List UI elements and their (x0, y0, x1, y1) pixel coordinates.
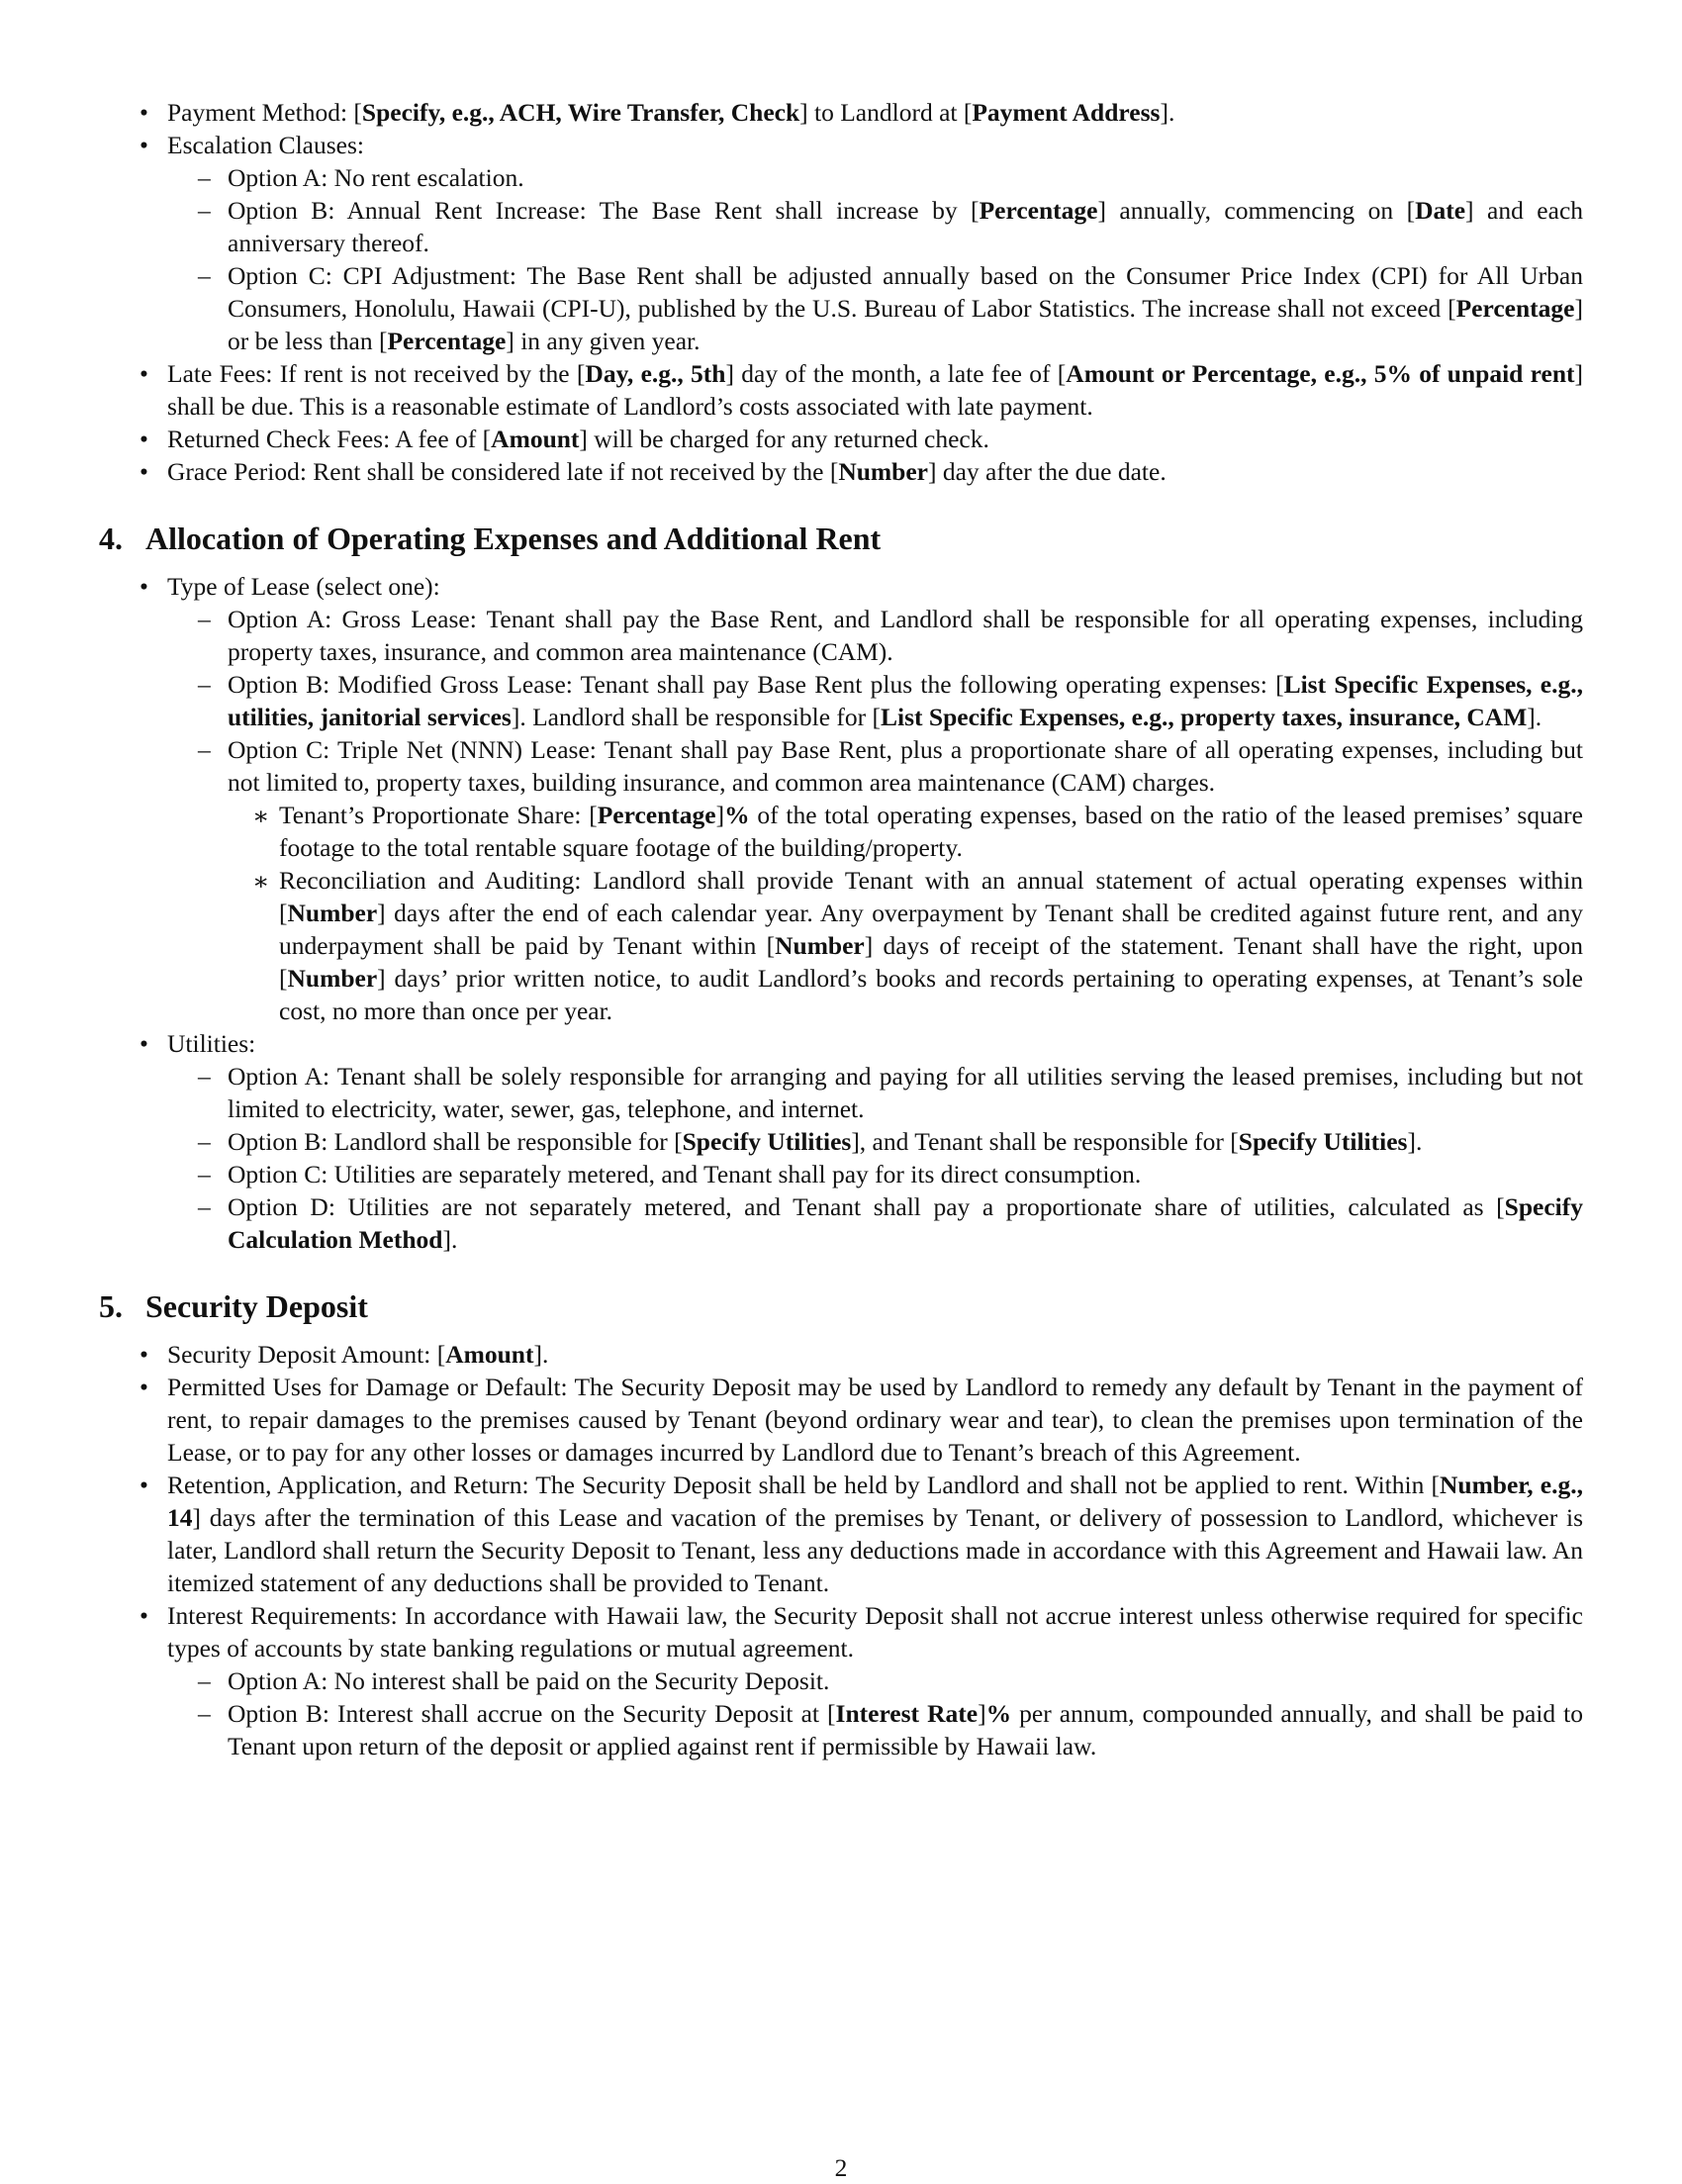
section-4-list (99, 570, 1583, 1256)
interest-option-b: – Option B: Interest shall accrue on the Security Deposit at [Interest Rate]% per annum, compounded annually, and shall be paid to Tenant upon return of the deposit or applied against rent if permissible by Hawaii law. (167, 1697, 1583, 1762)
utilities-option-d: – Option D: Utilities are not separately metered, and Tenant shall pay a proportionate share of utilities, calculated as [Specify Calculation Method]. (167, 1190, 1583, 1256)
interest-item: • Interest Requirements: In accordance with Hawaii law, the Security Deposit shall not accrue interest unless otherwise required for specific types of accounts by state banking regulations or mutual agreement. – Option A: No interest shall be paid on the Security Deposit. – Option B: Interest shall accrue on the Security Deposit at [Interest Rate]% per annum, compounded annually, and shall be paid to Tenant upon return of the deposit or applied against rent if permissible by Hawaii law. (99, 1599, 1583, 1762)
proportionate-share-item: ∗ Tenant’s Proportionate Share: [Percentage]% of the total operating expenses, based on the ratio of the leased premises’ square footage to the total rentable square footage of the building/property. (228, 799, 1583, 864)
deposit-amount-item: • Security Deposit Amount: [Amount]. (99, 1338, 1583, 1371)
interest-option-a: – Option A: No interest shall be paid on the Security Deposit. (167, 1664, 1583, 1697)
page-content (99, 96, 1583, 1762)
returned-check-item: • Returned Check Fees: A fee of [Amount] will be charged for any returned check. (99, 423, 1583, 455)
section-5-list (99, 1338, 1583, 1762)
section-5-heading: 5. Security Deposit (99, 1288, 368, 1324)
lease-option-b: – Option B: Modified Gross Lease: Tenant shall pay Base Rent plus the following operating expenses: [List Specific Expenses, e.g., utilities, janitorial services]. Landlord shall be responsible for [List Specific Expenses, e.g., property taxes, insurance, CAM]. (167, 668, 1583, 733)
rent-terms-list (99, 96, 1583, 488)
retention-item: • Retention, Application, and Return: The Security Deposit shall be held by Landlord and shall not be applied to rent. Within [Number, e.g., 14] days after the termination of this Lease and vacation of the premises by Tenant, or delivery of possession to Landlord, whichever is later, Landlord shall return the Security Deposit to Tenant, less any deductions made in accordance with this Agreement and Hawaii law. An itemized statement of any deductions shall be provided to Tenant. (99, 1469, 1583, 1599)
utilities-option-a: – Option A: Tenant shall be solely responsible for arranging and paying for all utilities serving the leased premises, including but not limited to electricity, water, sewer, gas, telephone, and internet. (167, 1060, 1583, 1125)
utilities-option-c: – Option C: Utilities are separately metered, and Tenant shall pay for its direct consumption. (167, 1158, 1583, 1190)
escalation-option-a: – Option A: No rent escalation. (167, 161, 1583, 194)
utilities-item: • Utilities: – Option A: Tenant shall be solely responsible for arranging and paying for all utilities serving the leased premises, including but not limited to electricity, water, sewer, gas, telephone, and internet. – Option B: Landlord shall be responsible for [Specify Utilities], and Tenant shall be responsible for [Specify Utilities]. – Option C: Utilities are separately metered, and Tenant shall pay for its direct consumption. – Option D: Utilities are not separately metered, and Tenant shall pay a proportionate share of utilities, calculated as [Specify Calculation Method]. (99, 1027, 1583, 1256)
utilities-options (167, 1060, 1583, 1256)
lease-type-options (167, 603, 1583, 1027)
lease-option-a: – Option A: Gross Lease: Tenant shall pay the Base Rent, and Landlord shall be responsible for all operating expenses, including property taxes, insurance, and common area maintenance (CAM). (167, 603, 1583, 668)
type-of-lease-item: • Type of Lease (select one): – Option A: Gross Lease: Tenant shall pay the Base Rent, and Landlord shall be responsible for all operating expenses, including property taxes, insurance, and common area maintenance (CAM). – Option B: Modified Gross Lease: Tenant shall pay Base Rent plus the following operating expenses: [List Specific Expenses, e.g., utilities, janitorial services]. Landlord shall be responsible for [List Specific Expenses, e.g., property taxes, insurance, CAM]. – Option C: Triple Net (NNN) Lease: Tenant shall pay Base Rent, plus a proportionate share of all operating expenses, including but not limited to, property taxes, building insurance, and common area maintenance (CAM) charges. ∗ Tenant’s Proportionate Share: [Percentage]% of the total operating expenses, based on the ratio of the leased premises’ square footage to the total rentable square footage of the building/property. ∗ Reconciliation and Auditing: Landlord shall provide Tenant with an annual statement of actual operating expenses within [Number] days after the end of each calendar year. Any overpayment by Tenant shall be credited against future rent, and any underpayment shall be paid by Tenant within [Number] days of receipt of the statement. Tenant shall have the right, upon [Number] days’ prior written notice, to audit Landlord’s books and records pertaining to operating expenses, at Tenant’s sole cost, no more than once per year. (99, 570, 1583, 1027)
payment-method-item: • Payment Method: [Specify, e.g., ACH, Wire Transfer, Check] to Landlord at [Payment Address]. (99, 96, 1583, 129)
permitted-uses-item: • Permitted Uses for Damage or Default: The Security Deposit may be used by Landlord to remedy any default by Tenant in the payment of rent, to repair damages to the premises caused by Tenant (beyond ordinary wear and tear), to clean the premises upon termination of the Lease, or to pay for any other losses or damages incurred by Landlord due to Tenant’s breach of this Agreement. (99, 1371, 1583, 1469)
escalation-options-list (167, 161, 1583, 357)
section-4-heading: 4. Allocation of Operating Expenses and Additional Rent (99, 521, 882, 556)
lease-option-c: – Option C: Triple Net (NNN) Lease: Tenant shall pay Base Rent, plus a proportionate share of all operating expenses, including but not limited to, property taxes, building insurance, and common area maintenance (CAM) charges. ∗ Tenant’s Proportionate Share: [Percentage]% of the total operating expenses, based on the ratio of the leased premises’ square footage to the total rentable square footage of the building/property. ∗ Reconciliation and Auditing: Landlord shall provide Tenant with an annual statement of actual operating expenses within [Number] days after the end of each calendar year. Any overpayment by Tenant shall be credited against future rent, and any underpayment shall be paid by Tenant within [Number] days of receipt of the statement. Tenant shall have the right, upon [Number] days’ prior written notice, to audit Landlord’s books and records pertaining to operating expenses, at Tenant’s sole cost, no more than once per year. (167, 733, 1583, 1027)
escalation-clauses-item: • Escalation Clauses: – Option A: No rent escalation. – Option B: Annual Rent Increase: The Base Rent shall increase by [Percentage] annually, commencing on [Date] and each anniversary thereof. – Option C: CPI Adjustment: The Base Rent shall be adjusted annually based on the Consumer Price Index (CPI) for All Urban Consumers, Honolulu, Hawaii (CPI-U), published by the U.S. Bureau of Labor Statistics. The increase shall not exceed [Percentage] or be less than [Percentage] in any given year. (99, 129, 1583, 357)
reconciliation-item: ∗ Reconciliation and Auditing: Landlord shall provide Tenant with an annual statement of actual operating expenses within [Number] days after the end of each calendar year. Any overpayment by Tenant shall be credited against future rent, and any underpayment shall be paid by Tenant within [Number] days of receipt of the statement. Tenant shall have the right, upon [Number] days’ prior written notice, to audit Landlord’s books and records pertaining to operating expenses, at Tenant’s sole cost, no more than once per year. (228, 864, 1583, 1027)
escalation-option-b: – Option B: Annual Rent Increase: The Base Rent shall increase by [Percentage] annually, commencing on [Date] and each anniversary thereof. (167, 194, 1583, 259)
late-fees-item: • Late Fees: If rent is not received by the [Day, e.g., 5th] day of the month, a late fee of [Amount or Percentage, e.g., 5% of unpaid rent] shall be due. This is a reasonable estimate of Landlord’s costs associated with late payment. (99, 357, 1583, 423)
page-number: 2 (834, 2153, 848, 2182)
nnn-sub-list (228, 799, 1583, 1027)
escalation-option-c: – Option C: CPI Adjustment: The Base Rent shall be adjusted annually based on the Consumer Price Index (CPI) for All Urban Consumers, Honolulu, Hawaii (CPI-U), published by the U.S. Bureau of Labor Statistics. The increase shall not exceed [Percentage] or be less than [Percentage] in any given year. (167, 259, 1583, 357)
interest-options (167, 1664, 1583, 1762)
utilities-option-b: – Option B: Landlord shall be responsible for [Specify Utilities], and Tenant shall be responsible for [Specify Utilities]. (167, 1125, 1583, 1158)
grace-period-item: • Grace Period: Rent shall be considered late if not received by the [Number] day after the due date. (99, 455, 1583, 488)
